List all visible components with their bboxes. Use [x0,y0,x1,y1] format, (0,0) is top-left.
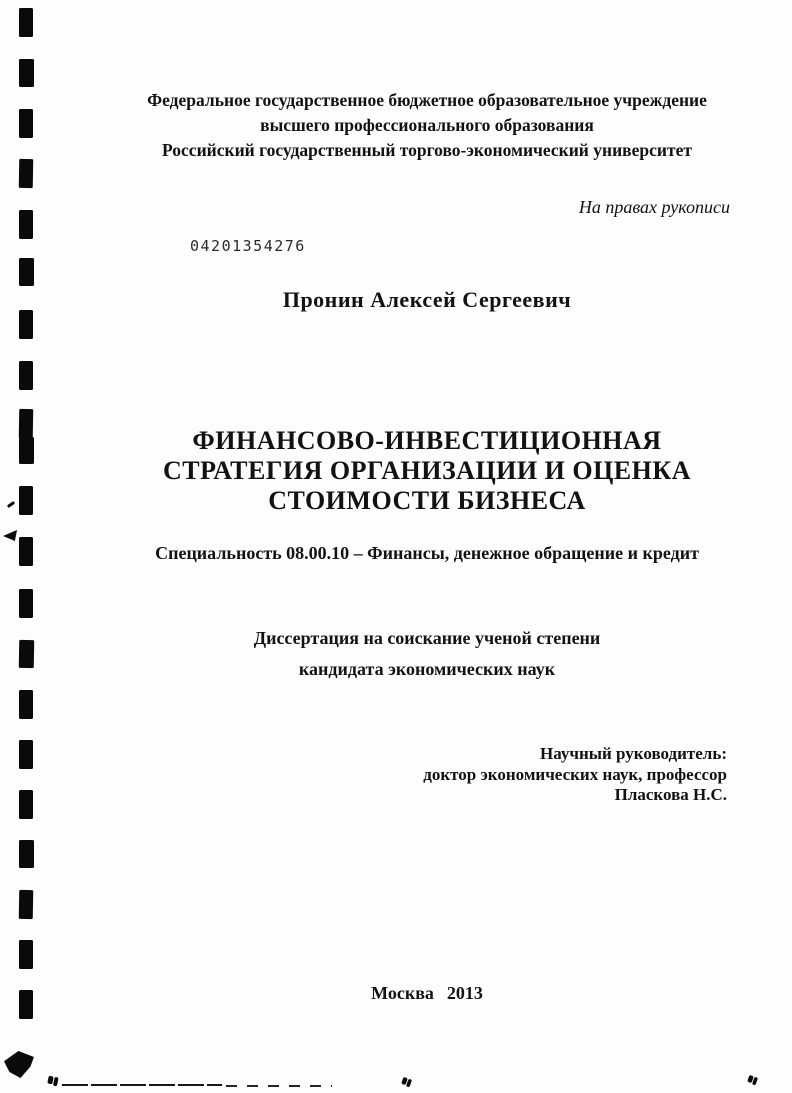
scan-dashed-line-fading [226,1085,332,1087]
binding-hole-mark [19,740,33,769]
binding-hole-mark [19,258,34,286]
binding-hole-mark [19,537,33,566]
scan-ink-mark [747,1075,754,1083]
supervisor-heading: Научный руководитель: [540,744,727,763]
binding-hole-mark [19,690,33,719]
manuscript-rights-note: На правах рукописи [578,197,730,217]
binding-hole-mark [19,486,33,515]
binding-hole-mark [19,159,34,188]
dissertation-purpose-line1: Диссертация на соискание ученой степени [253,628,601,648]
binding-hole-mark [19,940,33,969]
binding-hole-mark [19,210,33,239]
university-header [112,88,742,163]
binding-hole-mark [19,990,33,1019]
dissertation-title-line3: СТОИМОСТИ БИЗНЕСА [268,486,586,515]
scan-ink-mark [401,1077,408,1085]
scan-dashed-line [62,1084,222,1086]
author-name: Пронин Алексей Сергеевич [282,287,572,312]
binding-hole-mark [19,640,34,668]
scan-blob-artifact [4,1051,34,1078]
university-header-line2: высшего профессионального образования [260,115,594,135]
scan-ink-mark [47,1076,54,1085]
city-label: Москва [371,983,434,1003]
scan-arrowhead-artifact [3,530,17,541]
university-header-line3: Российский государственный торгово-экономический университет [162,140,692,160]
binding-hole-mark [19,790,33,819]
university-header-line1: Федеральное государственное бюджетное образовательное учреждение [147,90,707,110]
binding-hole-mark [19,361,33,390]
binding-hole-mark [19,109,33,138]
binding-hole-mark [19,59,34,87]
registration-number: 04201354276 [190,237,306,255]
supervisor-block [423,744,727,806]
binding-hole-mark [19,890,34,919]
dissertation-purpose [112,623,742,685]
binding-hole-mark [19,310,33,339]
binding-hole-mark [19,840,34,868]
dissertation-title-line1: ФИНАНСОВО-ИНВЕСТИЦИОННАЯ [192,426,662,455]
scan-tick-artifact [7,501,15,508]
binding-hole-mark [19,8,33,37]
city-year-line [112,983,742,1004]
supervisor-name: Пласкова Н.С. [614,785,727,804]
specialty-line: Специальность 08.00.10 – Финансы, денежное обращение и кредит [155,543,699,563]
dissertation-purpose-line2: кандидата экономических наук [298,659,556,679]
dissertation-title-line2: СТРАТЕГИЯ ОРГАНИЗАЦИИ И ОЦЕНКА [163,456,691,485]
binding-hole-mark [19,589,33,618]
supervisor-degree: доктор экономических наук, профессор [423,764,727,784]
binding-hole-mark [19,437,34,464]
dissertation-title [112,426,742,516]
binding-hole-mark [19,409,34,438]
year-label: 2013 [446,983,483,1003]
